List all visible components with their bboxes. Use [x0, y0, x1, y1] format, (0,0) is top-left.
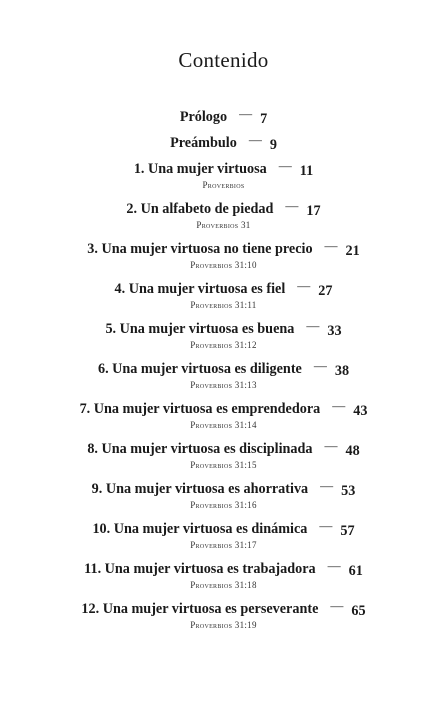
toc-entry-title: 6. Una mujer virtuosa es diligente	[97, 361, 302, 377]
toc-entry-title: 2. Un alfabeto de piedad	[126, 201, 274, 217]
page-title: Contenido	[178, 48, 269, 72]
toc-entry-5[interactable]	[0, 320, 447, 351]
toc-page-number: 33	[327, 323, 342, 339]
toc-entry-line	[0, 600, 447, 618]
toc-entry-line	[0, 320, 447, 338]
dash-separator: —	[313, 358, 327, 373]
toc-entry-11[interactable]	[0, 560, 447, 591]
toc-scripture-reference: Proverbios	[202, 180, 245, 190]
toc-page-number: 61	[348, 563, 363, 579]
toc-entry-line	[0, 440, 447, 458]
toc-entry-9[interactable]	[0, 480, 447, 511]
dash-separator: —	[332, 398, 346, 413]
toc-entry-2[interactable]	[0, 200, 447, 231]
toc-page-number: 53	[341, 483, 356, 499]
toc-scripture-reference: Proverbios 31:12	[190, 340, 257, 350]
toc-entry-prologo[interactable]	[0, 108, 447, 126]
toc-entry-line	[0, 200, 447, 218]
dash-separator: —	[239, 106, 253, 121]
toc-scripture-reference: Proverbios 31:10	[190, 260, 257, 270]
dash-separator: —	[306, 318, 320, 333]
dash-separator: —	[324, 438, 338, 453]
dash-separator: —	[285, 198, 299, 213]
toc-entry-7[interactable]	[0, 400, 447, 431]
toc-entry-title: 11. Una mujer virtuosa es trabajadora	[84, 561, 316, 577]
toc-entry-title: 5. Una mujer virtuosa es buena	[105, 321, 295, 337]
toc-page-number: 7	[260, 111, 268, 127]
toc-scripture-reference: Proverbios 31:16	[190, 500, 257, 510]
toc-entry-line	[0, 560, 447, 578]
toc-entry-title: 7. Una mujer virtuosa es emprendedora	[79, 401, 321, 417]
toc-entry-line	[0, 400, 447, 418]
toc-entry-title: 9. Una mujer virtuosa es ahorrativa	[91, 481, 309, 497]
dash-separator: —	[297, 278, 311, 293]
toc-page-number: 17	[306, 203, 321, 219]
toc-entry-4[interactable]	[0, 280, 447, 311]
toc-scripture-reference: Proverbios 31	[196, 220, 251, 230]
toc-scripture-reference: Proverbios 31:11	[190, 300, 257, 310]
toc-entry-10[interactable]	[0, 520, 447, 551]
toc-page-number: 57	[340, 523, 355, 539]
toc-scripture-reference: Proverbios 31:19	[190, 620, 257, 630]
dash-separator: —	[320, 478, 334, 493]
toc-scripture-reference: Proverbios 31:15	[190, 460, 257, 470]
toc-page-number: 38	[334, 363, 350, 379]
toc-entry-title: 12. Una mujer virtuosa es perseverante	[81, 601, 319, 617]
toc-entry-title: 3. Una mujer virtuosa no tiene precio	[87, 241, 313, 257]
dash-separator: —	[278, 158, 292, 173]
toc-entry-line	[0, 108, 447, 126]
toc-scripture-reference: Proverbios 31:14	[190, 420, 257, 430]
toc-page-number: 48	[345, 443, 360, 459]
toc-entry-title: 4. Una mujer virtuosa es fiel	[114, 281, 286, 297]
toc-entry-line	[0, 240, 447, 258]
dash-separator: —	[327, 558, 341, 573]
toc-entry-line	[0, 134, 447, 152]
dash-separator: —	[330, 598, 344, 613]
dash-separator: —	[324, 238, 338, 253]
toc-entry-line	[0, 520, 447, 538]
toc-entry-8[interactable]	[0, 440, 447, 471]
toc-entry-line	[0, 160, 447, 178]
toc-page-number: 11	[299, 163, 314, 179]
toc-entry-title: 10. Una mujer virtuosa es dinámica	[92, 521, 308, 537]
toc-scripture-reference: Proverbios 31:13	[190, 380, 257, 390]
toc-entry-title: Preámbulo	[170, 135, 237, 151]
toc-scripture-reference: Proverbios 31:17	[190, 540, 257, 550]
toc-page-number: 43	[353, 403, 368, 419]
toc-entry-title: 1. Una mujer virtuosa	[133, 161, 267, 177]
dash-separator: —	[248, 132, 262, 147]
toc-entry-6[interactable]	[0, 360, 447, 391]
table-of-contents	[0, 108, 447, 631]
toc-entry-1[interactable]	[0, 160, 447, 191]
dash-separator: —	[319, 518, 333, 533]
toc-entry-preambulo[interactable]	[0, 134, 447, 152]
toc-entry-line	[0, 480, 447, 498]
toc-scripture-reference: Proverbios 31:18	[190, 580, 257, 590]
toc-page-number: 27	[318, 283, 333, 299]
toc-entry-line	[0, 280, 447, 298]
toc-entry-12[interactable]	[0, 600, 447, 631]
toc-entry-title: 8. Una mujer virtuosa es disciplinada	[87, 441, 313, 457]
toc-entry-3[interactable]	[0, 240, 447, 271]
toc-page-number: 9	[269, 137, 277, 153]
toc-page-number: 21	[345, 243, 360, 259]
toc-entry-title: Prólogo	[179, 109, 228, 125]
toc-page-number: 65	[351, 603, 366, 619]
toc-entry-line	[0, 360, 447, 378]
